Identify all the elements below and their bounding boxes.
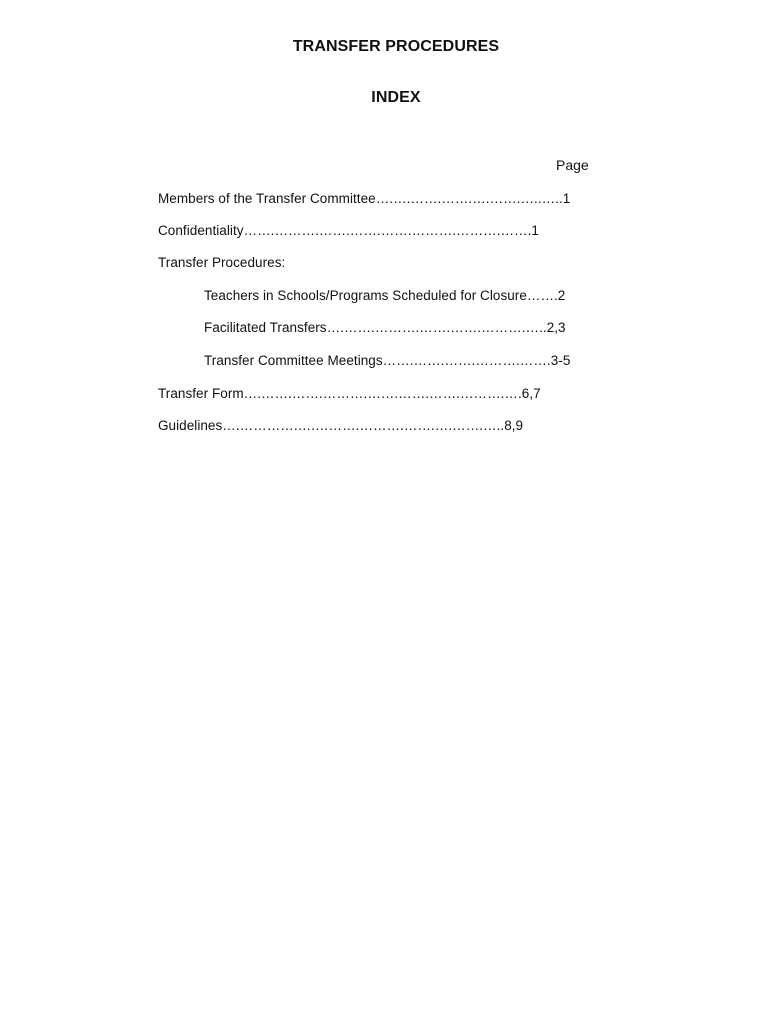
toc-entry-members: Members of the Transfer Committee….….…….…….….…….…..…..1 [158, 191, 571, 206]
toc-subentry-facilitated-transfers: Facilitated Transfers….…….……….…….…….……….…..2,3 [204, 320, 566, 335]
toc-entry-transfer-form: Transfer Form….…….…….……….…….…….…….……….….6,7 [158, 386, 541, 401]
document-title: TRANSFER PROCEDURES [292, 38, 500, 55]
page-column-label: Page [556, 157, 589, 173]
index-heading: INDEX [371, 89, 421, 106]
toc-subentry-committee-meetings: Transfer Committee Meetings…….…….…….……….…….3-5 [204, 353, 571, 368]
toc-entry-guidelines: Guidelines….………….….……….……….…….….…….…..8,9 [158, 418, 524, 433]
toc-subentry-teachers-closure: Teachers in Schools/Programs Scheduled for Closure…….2 [204, 288, 566, 303]
toc-entry-confidentiality: Confidentiality…….……….…….…….…….……….……….…….1 [158, 223, 539, 238]
toc-entry-transfer-procedures: Transfer Procedures: [158, 255, 286, 270]
